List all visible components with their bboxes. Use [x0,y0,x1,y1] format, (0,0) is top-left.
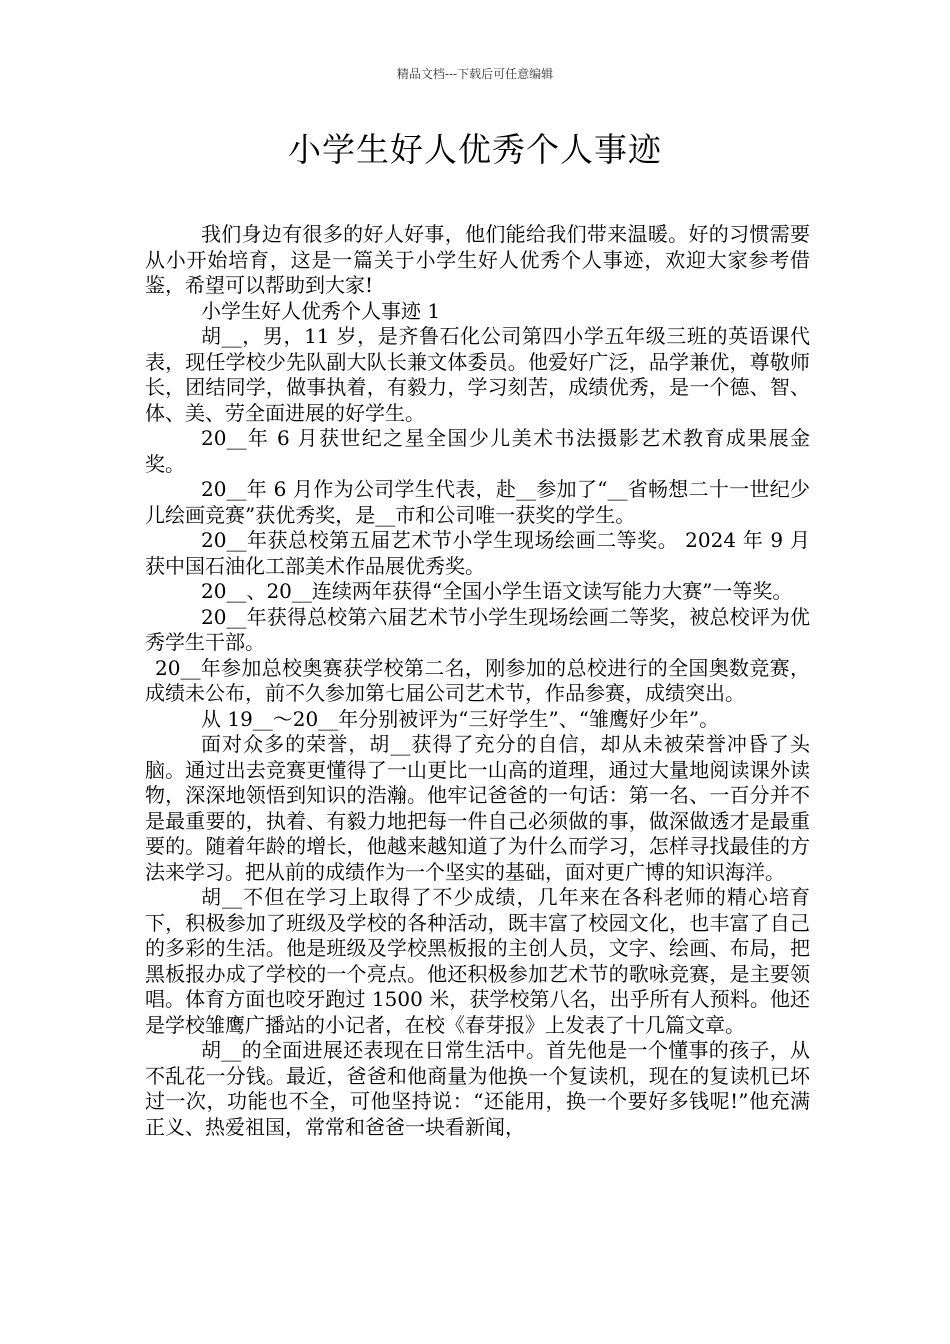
section-heading: 小学生好人优秀个人事迹 1 [201,298,441,323]
body-paragraph: 胡__的全面进展还表现在日常生活中。首先他是一个懂事的孩子，从不乱花一分钱。最近，爸爸和他商量为他换一个复读机，现在的复读机已坏过一次，功能也不全，可他坚持说：“还能用，换一个要好多钱呢!”他充满正义、热爱祖国，常常和爸爸一块看新闻， [145,1038,810,1139]
document-title: 小学生好人优秀个人事迹 [288,130,662,169]
body-paragraph: 胡__不但在学习上取得了不少成绩，几年来在各科老师的精心培育下，积极参加了班级及学校的各种活动，既丰富了校园文化，也丰富了自己的多彩的生活。他是班级及学校黑板报的主创人员，文字、绘画、布局，把黑板报办成了学校的一个亮点。他还积极参加艺术节的歌咏竞赛，是主要领唱。体育方面也咬牙跑过 1500 米，获学校第八名，出乎所有人预料。他还是学校雏鹰广播站的小记者，在校《春芽报》上发表了十几篇文章。 [145,885,810,1037]
body-paragraph: 20__、20__连续两年获得“全国小学生语文读写能力大赛”一等奖。 [201,579,793,603]
document-body [145,222,810,1140]
body-paragraph: 20__年 6 月获世纪之星全国少儿美术书法摄影艺术教育成果展金奖。 [145,426,810,476]
body-paragraph: 面对众多的荣誉，胡__获得了充分的自信，却从未被荣誉冲昏了头脑。通过出去竞赛更懂得了一山更比一山高的道理，通过大量地阅读课外读物，深深地领悟到知识的浩瀚。他牢记爸爸的一句话：第一名、一百分并不是最重要的，执着、有毅力地把每一件自己必须做的事，做深做透才是最重要的。随着年龄的增长，他越来越知道了为什么而学习，怎样寻找最佳的方法来学习。把从前的成绩作为一个坚实的基础，面对更广博的知识海洋。 [145,732,810,884]
body-paragraph: 20__年获得总校第六届艺术节小学生现场绘画二等奖，被总校评为优秀学生干部。 [145,604,810,654]
page-header-note: 精品文档---下载后可任意编辑 [396,67,554,81]
intro-paragraph: 我们身边有很多的好人好事，他们能给我们带来温暖。好的习惯需要从小开始培育，这是一篇关于小学生好人优秀个人事迹，欢迎大家参考借鉴，希望可以帮助到大家! [145,222,810,297]
body-paragraph: 从 19__～20__年分别被评为“三好学生”、“雏鹰好少年”。 [201,706,720,731]
body-paragraph: 20__年获总校第五届艺术节小学生现场绘画二等奖。 2024 年 9 月获中国石油化工部美术作品展优秀奖。 [145,528,810,578]
body-paragraph: 20__年参加总校奥赛获学校第二名，刚参加的总校进行的全国奥数竞赛，成绩未公布，前不久参加第七届公司艺术节，作品参赛，成绩突出。 [145,655,810,705]
body-paragraph: 20__年 6 月作为公司学生代表，赴__参加了“__省畅想二十一世纪少儿绘画竞赛”获优秀奖，是__市和公司唯一获奖的学生。 [145,477,810,527]
body-paragraph: 胡__，男，11 岁，是齐鲁石化公司第四小学五年级三班的英语课代表，现任学校少先队副大队长兼文体委员。他爱好广泛，品学兼优，尊敬师长，团结同学，做事执着，有毅力，学习刻苦，成绩优秀，是一个德、智、体、美、劳全面进展的好学生。 [145,324,810,425]
